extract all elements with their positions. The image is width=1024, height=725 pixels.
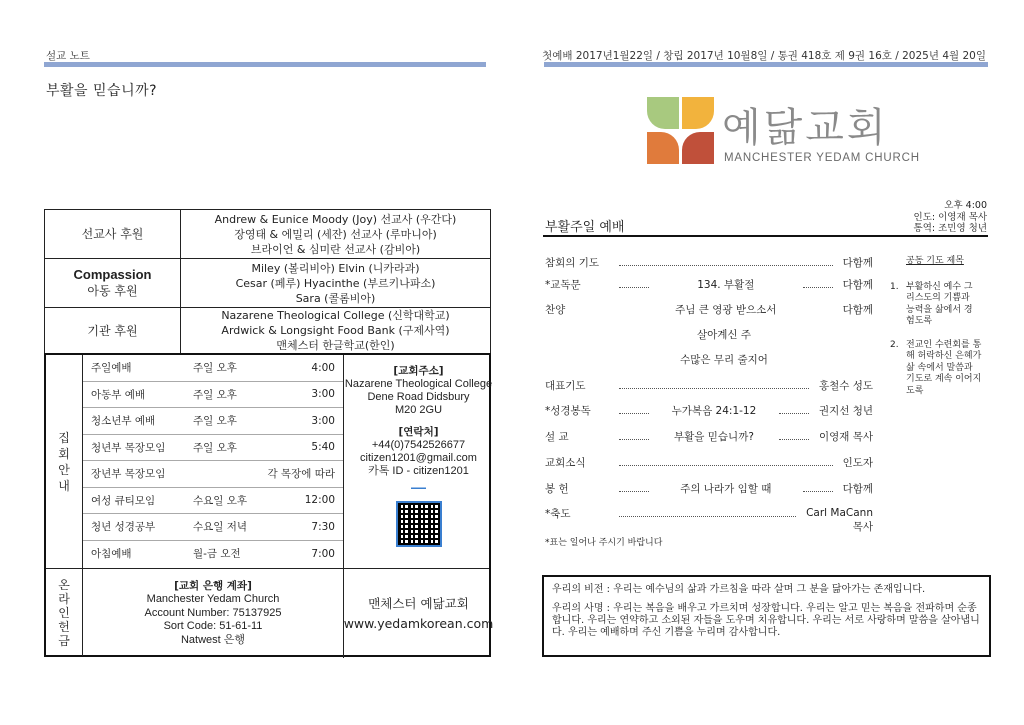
address-line: M20 2GU	[394, 404, 443, 416]
offering-section	[46, 568, 494, 657]
mission-text: 우리의 사명 : 우리는 복음을 배우고 가르치며 성장합니다. 우리는 알고 믿는 복음을 전파하며 순종합니다. 우리는 연약하고 소외된 자들을 도우며 치유합니다. 우리는 서로 사랑하며 말씀을 살아냅니다. 우리는 예배하며 주신 기쁨을 누리며 감사합니다.	[552, 603, 980, 638]
support-row-institution	[45, 308, 490, 353]
order-row: 설 교 부활을 믿습니까? 이영재 목사	[545, 430, 873, 443]
offering-label: 온 라 인 헌 금	[46, 569, 83, 656]
support-line: Andrew & Eunice Moody (Joy) 선교사 (우간다)	[214, 212, 457, 226]
contact-kakao: 카톡 ID - citizen1201	[368, 465, 469, 477]
service-row: 주일예배 주일 오후 4:00	[83, 355, 343, 382]
bank-name: Natwest 은행	[180, 633, 246, 646]
order-row: 대표기도 홍철수 성도	[545, 379, 873, 392]
contact-heading: [연락처]	[398, 426, 439, 438]
order-row: *축도 Carl MaCann	[545, 507, 873, 520]
header-left: 설교 노트	[46, 50, 90, 62]
qr-caption-mark: ▬▬▬	[411, 485, 426, 491]
support-row-compassion	[45, 259, 490, 308]
bank-account-name: Manchester Yedam Church	[146, 593, 280, 606]
contact-email[interactable]: citizen1201@gmail.com	[360, 452, 477, 464]
prayer-heading: 공동 기도 제목	[906, 256, 964, 266]
support-line: Miley (볼리비아) Elvin (니카라과)	[251, 261, 420, 275]
bank-sort-code: Sort Code: 51-61-11	[163, 620, 263, 633]
prayer-list	[882, 256, 988, 409]
order-row: 봉 헌 주의 나라가 임할 때 다함께	[545, 482, 873, 495]
header-rule-right	[544, 62, 988, 67]
order-row: *성경봉독 누가복음 24:1-12 권지선 청년	[545, 404, 873, 417]
order-row-sub: 목사	[852, 520, 873, 533]
bank-heading: [교회 은행 계좌]	[174, 579, 252, 592]
vision-box	[542, 575, 991, 657]
prayer-item: 1. 부활하신 예수 그리스도의 기쁨과 능력을 삶에서 경험도록	[890, 281, 973, 326]
header-rule-left	[44, 62, 486, 67]
worship-divider	[543, 235, 988, 237]
bank-account-number: Account Number: 75137925	[144, 606, 282, 619]
church-logo-icon	[647, 97, 715, 165]
support-label: 아동 후원	[87, 284, 138, 298]
contact-phone: +44(0)7542526677	[371, 439, 466, 451]
service-row: 아침예배 월-금 오전 7:00	[91, 547, 335, 561]
worship-meta	[914, 200, 987, 235]
service-row: 아동부 예배 주일 오후 3:00	[83, 382, 343, 409]
address-line: Nazarene Theological College	[344, 378, 493, 390]
contact-block	[343, 355, 493, 568]
support-label-bold: Compassion	[73, 267, 152, 282]
service-row: 장년부 목장모임 각 목장에 따라	[83, 461, 343, 488]
support-table	[44, 209, 491, 354]
address-heading: [교회주소]	[393, 365, 444, 377]
order-row: 참회의 기도 다함께	[545, 256, 873, 269]
support-label: 선교사 후원	[45, 210, 181, 258]
logo-korean-name: 예닮교회	[722, 105, 889, 151]
bank-info	[83, 569, 343, 658]
church-name: 맨체스터 예닮교회	[368, 595, 469, 611]
service-row: 청년 성경공부 수요일 저녁 7:30	[83, 514, 343, 541]
support-label: 기관 후원	[45, 308, 181, 353]
address-line: Dene Road Didsbury	[367, 391, 470, 403]
order-row: 수많은 무리 줄지어	[680, 353, 768, 366]
support-row-missionary	[45, 210, 490, 259]
church-website-link[interactable]: www.yedamkorean.com	[343, 615, 494, 631]
gathering-label: 집 회 안 내	[46, 355, 83, 568]
stand-note: *표는 일어나 주시기 바랍니다	[545, 538, 663, 548]
prayer-item: 2. 전교인 수련회를 통해 허락하신 은혜가 삶 속에서 말씀과 기도로 계속 이어지도록	[890, 339, 982, 396]
service-row: 청소년부 예배 주일 오후 3:00	[83, 408, 343, 435]
order-row: *교독문 134. 부활절 다함께	[545, 278, 873, 291]
order-row: 찬양 주님 큰 영광 받으소서 다함께	[545, 303, 873, 316]
service-row: 청년부 목장모임 주일 오후 5:40	[83, 435, 343, 462]
support-line: 장영태 & 에밀리 (세잔) 선교사 (루마니아)	[234, 227, 437, 241]
gathering-table	[44, 353, 494, 657]
worship-title: 부활주일 예배	[545, 220, 625, 235]
support-line: Nazarene Theological College (신학대학교)	[221, 309, 450, 322]
order-row: 교회소식 인도자	[545, 456, 873, 469]
logo-english-name: MANCHESTER YEDAM CHURCH	[724, 152, 920, 164]
worship-leader: 인도: 이영재 목사	[913, 211, 987, 223]
sermon-note-title: 부활을 믿습니까?	[46, 83, 158, 99]
support-line: 맨체스터 한글학교(한인)	[276, 339, 395, 352]
service-row: 여성 큐티모임 수요일 오후 12:00	[83, 488, 343, 515]
support-line: Ardwick & Longsight Food Bank (구제사역)	[221, 324, 450, 337]
qr-code-icon[interactable]	[396, 501, 442, 547]
vision-text: 우리의 비전 : 우리는 예수님의 삶과 가르침을 따라 살며 그 분을 닮아가는 존재입니다.	[552, 584, 926, 595]
header-right: 첫예배 2017년1월22일 / 창립 2017년 10월8일 / 통권 418호 제 9권 16호 / 2025년 4월 20일	[542, 50, 986, 62]
worship-time: 오후 4:00	[944, 200, 987, 211]
support-line: Sara (콜롬비아)	[295, 291, 376, 305]
church-web-block	[343, 569, 493, 658]
support-line: Cesar (페루) Hyacinthe (부르키나파소)	[235, 276, 436, 290]
worship-interpreter: 통역: 조민영 청년	[913, 223, 987, 234]
support-line: 브라이언 & 심미란 선교사 (감비아)	[250, 242, 421, 256]
order-row: 살아계신 주	[696, 328, 752, 341]
